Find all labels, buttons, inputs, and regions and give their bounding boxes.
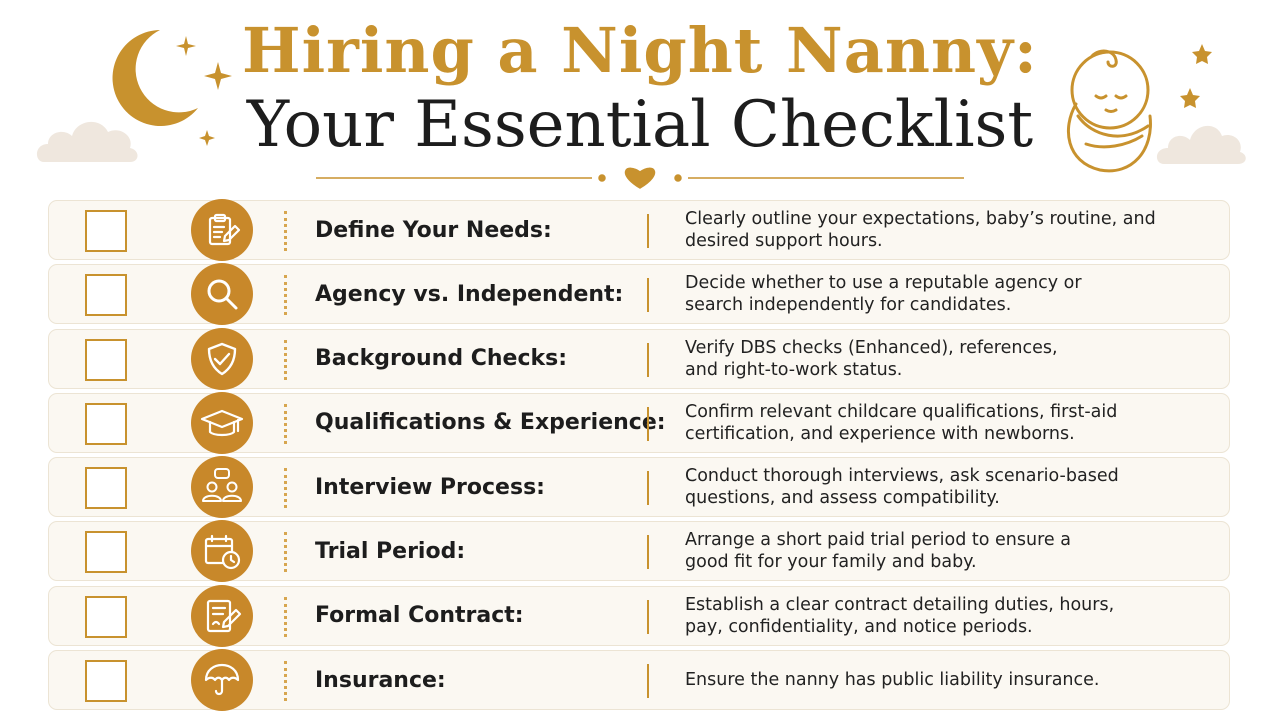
item-title: Background Checks: — [315, 346, 568, 372]
item-description — [685, 651, 1215, 709]
clipboard-icon — [191, 199, 253, 261]
magnifier-icon — [191, 263, 253, 325]
column-divider — [647, 407, 649, 441]
item-description — [685, 587, 1215, 645]
checkbox[interactable] — [85, 531, 127, 573]
dotted-separator — [284, 661, 287, 701]
checklist-row — [48, 200, 1230, 260]
column-divider — [647, 471, 649, 505]
checkbox[interactable] — [85, 403, 127, 445]
checkbox[interactable] — [85, 210, 127, 252]
checkbox[interactable] — [85, 467, 127, 509]
item-title: Define Your Needs: — [315, 217, 552, 243]
item-description — [685, 522, 1215, 580]
checklist-row — [48, 457, 1230, 517]
item-description — [685, 201, 1215, 259]
column-divider — [647, 343, 649, 377]
item-title: Formal Contract: — [315, 603, 524, 629]
column-divider — [647, 535, 649, 569]
item-title: Trial Period: — [315, 538, 466, 564]
dotted-separator — [284, 211, 287, 251]
item-title: Qualifications & Experience: — [315, 410, 666, 436]
column-divider — [647, 664, 649, 698]
heart-divider — [316, 160, 966, 194]
page-subtitle: Your Essential Checklist — [246, 88, 1034, 162]
dotted-separator — [284, 340, 287, 380]
column-divider — [647, 600, 649, 634]
contract-pen-icon — [191, 585, 253, 647]
item-description-text: Clearly outline your expectations, baby’s routine, and desired support hours. — [685, 209, 1156, 251]
umbrella-icon — [191, 649, 253, 711]
checklist-row — [48, 393, 1230, 453]
checkbox[interactable] — [85, 660, 127, 702]
checklist-row — [48, 650, 1230, 710]
item-title: Insurance: — [315, 667, 446, 693]
interview-people-icon — [191, 456, 253, 518]
page-title: Hiring a Night Nanny: — [242, 14, 1038, 87]
checkbox[interactable] — [85, 596, 127, 638]
item-description-text: Verify DBS checks (Enhanced), references, and right-to-work status. — [685, 337, 1058, 380]
item-title: Agency vs. Independent: — [315, 281, 624, 307]
checkbox[interactable] — [85, 339, 127, 381]
dotted-separator — [284, 597, 287, 637]
item-description-text: Decide whether to use a reputable agency or search independently for candidates. — [685, 273, 1082, 316]
item-description-text: Conduct thorough interviews, ask scenario-based questions, and assess compatibility. — [685, 466, 1119, 509]
item-description-text: Establish a clear contract detailing duties, hours, pay, confidentiality, and notice periods. — [685, 594, 1115, 637]
checklist-row — [48, 329, 1230, 389]
checklist — [48, 200, 1230, 714]
graduation-cap-icon — [191, 392, 253, 454]
checklist-row — [48, 586, 1230, 646]
item-description — [685, 265, 1215, 323]
item-description — [685, 330, 1215, 388]
calendar-clock-icon — [191, 520, 253, 582]
item-description — [685, 394, 1215, 452]
item-description — [685, 458, 1215, 516]
column-divider — [647, 278, 649, 312]
shield-check-icon — [191, 328, 253, 390]
dotted-separator — [284, 275, 287, 315]
item-description-text: Arrange a short paid trial period to ensure a good fit for your family and baby. — [685, 530, 1071, 573]
dotted-separator — [284, 468, 287, 508]
item-title: Interview Process: — [315, 474, 545, 500]
item-description-text: Confirm relevant childcare qualifications, first-aid certification, and experience with newborns. — [685, 401, 1118, 444]
dotted-separator — [284, 532, 287, 572]
checklist-row — [48, 521, 1230, 581]
checklist-row — [48, 264, 1230, 324]
column-divider — [647, 214, 649, 248]
checkbox[interactable] — [85, 274, 127, 316]
item-description-text: Ensure the nanny has public liability insurance. — [685, 670, 1100, 691]
dotted-separator — [284, 404, 287, 444]
